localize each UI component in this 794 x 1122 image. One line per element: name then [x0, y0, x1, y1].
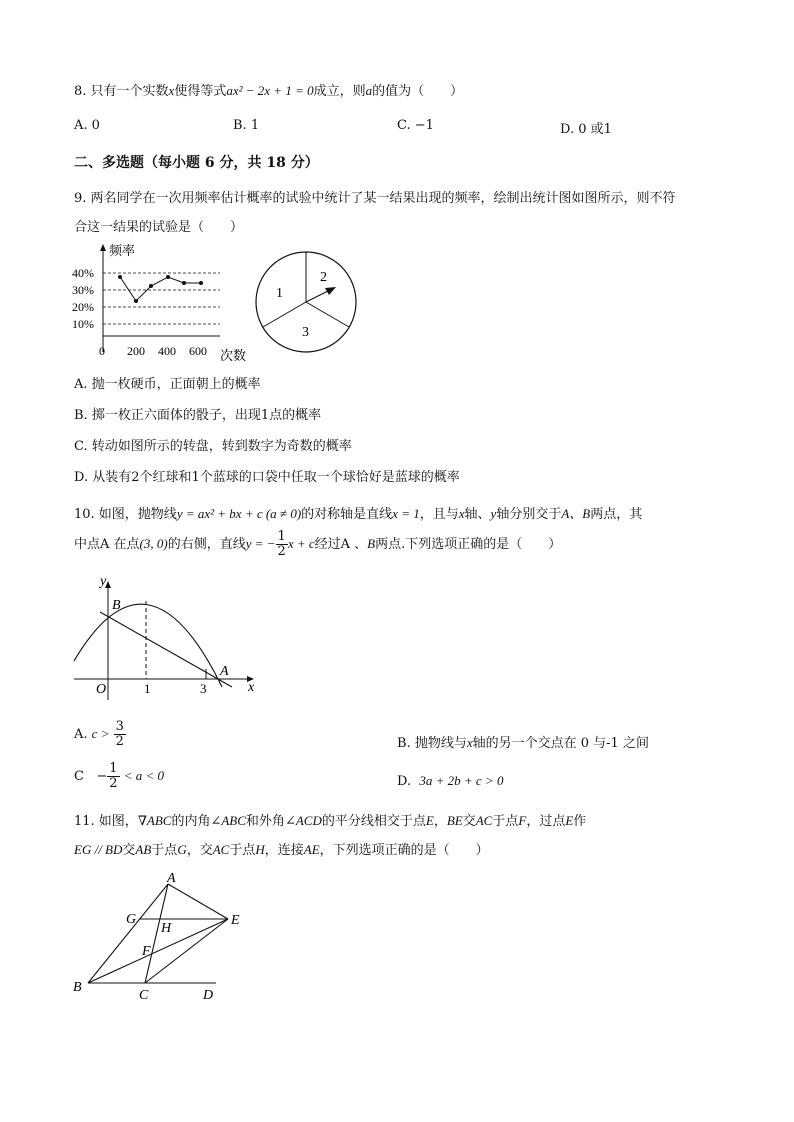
fig-label-c: C: [139, 988, 149, 1003]
ytick-30: 30%: [72, 283, 94, 297]
graph-tick-1: 1: [144, 681, 151, 696]
q8-option-c[interactable]: C. −1: [397, 118, 434, 133]
graph-tick-3: 3: [200, 681, 207, 696]
xtick-400: 400: [158, 344, 176, 358]
graph-point-b: B: [112, 598, 121, 613]
fig-label-h: H: [161, 921, 172, 936]
q8-option-b[interactable]: B. 1: [233, 118, 260, 133]
spinner-figure: [252, 248, 362, 358]
ytick-40: 40%: [72, 266, 94, 280]
fig-label-f: F: [142, 944, 151, 959]
fig-label-a: A: [167, 871, 176, 886]
chart-xlabel: 次数: [220, 348, 247, 363]
q8-option-a[interactable]: A. 0: [74, 118, 100, 133]
q9-option-c[interactable]: C. 转动如图所示的转盘，转到数字为奇数的概率: [74, 439, 352, 454]
q10-option-c[interactable]: C − $\frac{1}{2}$ < a < 0: [74, 761, 164, 791]
spinner-arrow-icon: [325, 287, 336, 295]
ytick-20: 20%: [72, 300, 94, 314]
fig-label-d: D: [203, 988, 214, 1003]
chart-origin: 0: [99, 344, 105, 358]
fig-label-b: B: [73, 980, 82, 995]
q11-stem-line2: EG // BD交AB于点G，交AC于点H，连接AE，下列选项正确的是（ ）: [74, 842, 489, 858]
q11-stem-line1: 11. 如图，∇ABC的内角∠ABC和外角∠ACD的平分线相交于点E，BE交AC于点F，过点E作: [74, 813, 587, 829]
q8-stem: 8. 只有一个实数x使得等式ax² − 2x + 1 = 0成立，则a的值为（ ）: [74, 83, 464, 99]
spinner-label-1: 1: [276, 286, 283, 301]
q9-stem-line1: 9. 两名同学在一次用频率估计概率的试验中统计了某一结果出现的频率，绘制出统计图如图所示，则不符: [74, 191, 676, 206]
q8-option-d[interactable]: D. 0 或1: [560, 122, 612, 137]
q9-option-b[interactable]: B. 掷一枚正六面体的骰子，出现1点的概率: [74, 408, 322, 423]
graph-y-label: y: [100, 575, 107, 589]
q10-stem-line2: 中点A 在点(3, 0)的右侧，直线y = − $\frac{1}{2}$ x + c经过A 、B两点.下列选项正确的是（ ）: [74, 529, 562, 559]
chart-ylabel: 频率: [109, 243, 136, 258]
spinner-label-3: 3: [302, 325, 309, 340]
q10-stem-line1: 10. 如图，抛物线y = ax² + bx + c (a ≠ 0)的对称轴是直线x = 1，且与x轴、y轴分别交于A、B两点，其: [74, 506, 643, 522]
triangle-figure: [70, 868, 250, 1008]
section-title: 二、多选题（每小题 6 分，共 18 分）: [74, 155, 319, 171]
fig-label-g: G: [126, 912, 137, 927]
q9-stem-line2: 合这一结果的试验是（ ）: [74, 220, 244, 235]
xtick-200: 200: [127, 344, 145, 358]
q10-option-d[interactable]: D. 3a + 2b + c > 0: [397, 773, 504, 789]
graph-point-a: A: [220, 664, 229, 679]
q9-option-d[interactable]: D. 从装有2个红球和1个蓝球的口袋中任取一个球恰好是蓝球的概率: [74, 470, 460, 485]
q10-option-a[interactable]: A. c > $\frac{3}{2}$: [74, 719, 124, 749]
q8-equation: ax² − 2x + 1 = 0: [226, 83, 314, 98]
fig-label-e: E: [231, 913, 240, 928]
spinner-label-2: 2: [320, 270, 327, 285]
graph-x-label: x: [248, 680, 255, 695]
graph-origin: O: [96, 682, 107, 697]
xtick-600: 600: [189, 344, 207, 358]
q9-option-a[interactable]: A. 抛一枚硬币，正面朝上的概率: [74, 377, 261, 392]
ytick-10: 10%: [72, 317, 94, 331]
parabola-graph: [70, 575, 270, 705]
q10-option-b[interactable]: B. 抛物线与x轴的另一个交点在 0 与-1 之间: [397, 735, 649, 751]
frequency-chart: [70, 240, 260, 364]
